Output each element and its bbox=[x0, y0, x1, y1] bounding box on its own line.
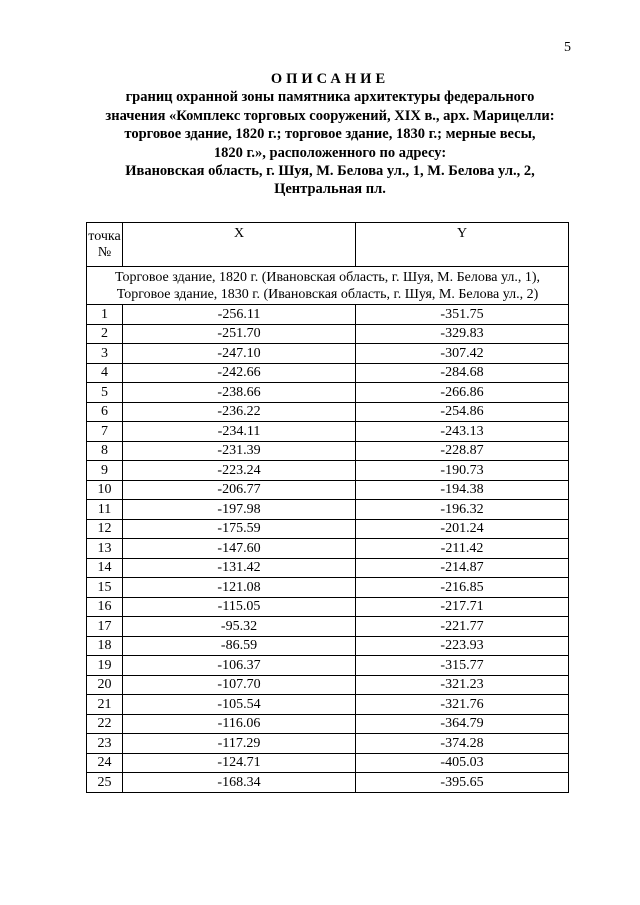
header-point-number bbox=[87, 223, 123, 267]
heading-line: значения «Комплекс торговых сооружений, XIX в., арх. Марицелли: bbox=[105, 107, 555, 124]
cell-x: -231.39 bbox=[123, 441, 356, 461]
cell-x: -256.11 bbox=[123, 305, 356, 325]
cell-point-number: 22 bbox=[87, 714, 123, 734]
section-line: Торговое здание, 1830 г. (Ивановская область, г. Шуя, М. Белова ул., 2) bbox=[116, 286, 539, 302]
cell-y: -307.42 bbox=[356, 344, 569, 364]
table-row bbox=[87, 558, 569, 578]
cell-y: -329.83 bbox=[356, 324, 569, 344]
cell-x: -206.77 bbox=[123, 480, 356, 500]
cell-point-number: 20 bbox=[87, 675, 123, 695]
cell-point-number: 5 bbox=[87, 383, 123, 403]
document-title: ОПИСАНИЕ bbox=[270, 71, 390, 87]
cell-y: -211.42 bbox=[356, 539, 569, 559]
heading-line: границ охранной зоны памятника архитектуры федерального bbox=[125, 89, 535, 106]
cell-point-number: 25 bbox=[87, 773, 123, 793]
cell-x: -168.34 bbox=[123, 773, 356, 793]
cell-y: -315.77 bbox=[356, 656, 569, 676]
table-row bbox=[87, 441, 569, 461]
cell-x: -86.59 bbox=[123, 636, 356, 656]
cell-y: -395.65 bbox=[356, 773, 569, 793]
cell-point-number: 15 bbox=[87, 578, 123, 598]
cell-y: -254.86 bbox=[356, 402, 569, 422]
cell-point-number: 10 bbox=[87, 480, 123, 500]
cell-point-number: 19 bbox=[87, 656, 123, 676]
table-row bbox=[87, 695, 569, 715]
cell-x: -175.59 bbox=[123, 519, 356, 539]
cell-y: -216.85 bbox=[356, 578, 569, 598]
cell-point-number: 17 bbox=[87, 617, 123, 637]
cell-point-number: 13 bbox=[87, 539, 123, 559]
cell-point-number: 23 bbox=[87, 734, 123, 754]
table-row bbox=[87, 461, 569, 481]
cell-point-number: 1 bbox=[87, 305, 123, 325]
cell-x: -116.06 bbox=[123, 714, 356, 734]
header-point-label: точка bbox=[88, 228, 121, 244]
cell-y: -284.68 bbox=[356, 363, 569, 383]
cell-point-number: 21 bbox=[87, 695, 123, 715]
table-row bbox=[87, 500, 569, 520]
cell-point-number: 12 bbox=[87, 519, 123, 539]
cell-y: -194.38 bbox=[356, 480, 569, 500]
header-y: Y bbox=[356, 223, 569, 267]
cell-x: -121.08 bbox=[123, 578, 356, 598]
table-row bbox=[87, 519, 569, 539]
cell-point-number: 8 bbox=[87, 441, 123, 461]
table-row bbox=[87, 324, 569, 344]
cell-y: -228.87 bbox=[356, 441, 569, 461]
heading-line: Центральная пл. bbox=[274, 181, 386, 198]
section-row bbox=[87, 267, 569, 305]
cell-point-number: 24 bbox=[87, 753, 123, 773]
table-row bbox=[87, 597, 569, 617]
cell-y: -266.86 bbox=[356, 383, 569, 403]
cell-point-number: 9 bbox=[87, 461, 123, 481]
table-row bbox=[87, 675, 569, 695]
cell-point-number: 18 bbox=[87, 636, 123, 656]
cell-y: -217.71 bbox=[356, 597, 569, 617]
header-number-sign: № bbox=[97, 244, 112, 260]
cell-x: -131.42 bbox=[123, 558, 356, 578]
cell-y: -196.32 bbox=[356, 500, 569, 520]
coordinates-table bbox=[86, 222, 569, 793]
cell-x: -106.37 bbox=[123, 656, 356, 676]
cell-x: -117.29 bbox=[123, 734, 356, 754]
cell-point-number: 6 bbox=[87, 402, 123, 422]
table-row bbox=[87, 656, 569, 676]
table-row bbox=[87, 305, 569, 325]
cell-y: -321.76 bbox=[356, 695, 569, 715]
cell-x: -95.32 bbox=[123, 617, 356, 637]
cell-x: -223.24 bbox=[123, 461, 356, 481]
cell-x: -107.70 bbox=[123, 675, 356, 695]
page-number: 5 bbox=[564, 40, 571, 55]
cell-point-number: 3 bbox=[87, 344, 123, 364]
cell-y: -201.24 bbox=[356, 519, 569, 539]
cell-x: -238.66 bbox=[123, 383, 356, 403]
cell-y: -374.28 bbox=[356, 734, 569, 754]
table-row bbox=[87, 480, 569, 500]
table-row bbox=[87, 539, 569, 559]
cell-y: -364.79 bbox=[356, 714, 569, 734]
table-row bbox=[87, 383, 569, 403]
cell-x: -247.10 bbox=[123, 344, 356, 364]
cell-y: -321.23 bbox=[356, 675, 569, 695]
cell-x: -105.54 bbox=[123, 695, 356, 715]
table-header-row bbox=[87, 223, 569, 267]
cell-y: -405.03 bbox=[356, 753, 569, 773]
heading-line: торговое здание, 1820 г.; торговое здание, 1830 г.; мерные весы, bbox=[124, 126, 536, 143]
table-row bbox=[87, 617, 569, 637]
cell-y: -223.93 bbox=[356, 636, 569, 656]
section-line: Торговое здание, 1820 г. (Ивановская область, г. Шуя, М. Белова ул., 1), bbox=[114, 269, 541, 285]
section-caption bbox=[87, 267, 569, 305]
cell-y: -243.13 bbox=[356, 422, 569, 442]
table-row bbox=[87, 773, 569, 793]
document-heading bbox=[70, 70, 590, 199]
table-row bbox=[87, 344, 569, 364]
table-row bbox=[87, 402, 569, 422]
cell-point-number: 16 bbox=[87, 597, 123, 617]
cell-point-number: 7 bbox=[87, 422, 123, 442]
heading-line: Ивановская область, г. Шуя, М. Белова ул., 1, М. Белова ул., 2, bbox=[125, 163, 535, 180]
heading-line: 1820 г.», расположенного по адресу: bbox=[213, 144, 447, 161]
cell-point-number: 11 bbox=[87, 500, 123, 520]
table-row bbox=[87, 422, 569, 442]
cell-y: -221.77 bbox=[356, 617, 569, 637]
cell-x: -115.05 bbox=[123, 597, 356, 617]
table-row bbox=[87, 734, 569, 754]
cell-point-number: 2 bbox=[87, 324, 123, 344]
cell-x: -242.66 bbox=[123, 363, 356, 383]
cell-x: -124.71 bbox=[123, 753, 356, 773]
cell-y: -351.75 bbox=[356, 305, 569, 325]
table-row bbox=[87, 636, 569, 656]
table-row bbox=[87, 714, 569, 734]
cell-x: -251.70 bbox=[123, 324, 356, 344]
header-x: X bbox=[123, 223, 356, 267]
cell-x: -236.22 bbox=[123, 402, 356, 422]
table-row bbox=[87, 753, 569, 773]
cell-point-number: 14 bbox=[87, 558, 123, 578]
cell-y: -214.87 bbox=[356, 558, 569, 578]
table-row bbox=[87, 363, 569, 383]
table-row bbox=[87, 578, 569, 598]
cell-x: -197.98 bbox=[123, 500, 356, 520]
cell-y: -190.73 bbox=[356, 461, 569, 481]
cell-x: -234.11 bbox=[123, 422, 356, 442]
cell-x: -147.60 bbox=[123, 539, 356, 559]
cell-point-number: 4 bbox=[87, 363, 123, 383]
